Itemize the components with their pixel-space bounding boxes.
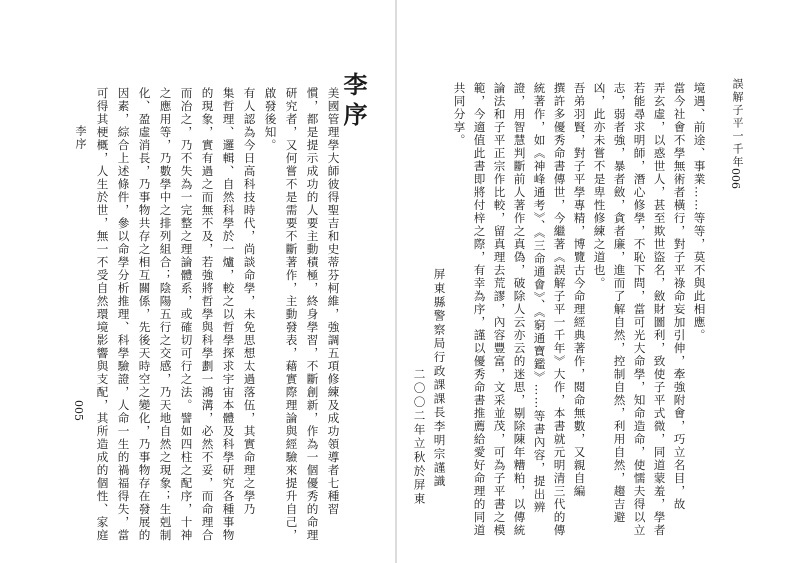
- text-column: 可得其梗概，人生於世，無一不受自然環境影響與支配，其所造成的個性、家庭: [95, 87, 110, 542]
- text-column: 集哲理、邏輯、自然科學於一爐，較之以哲學探求宇宙本體及科學研究各種事物: [221, 87, 236, 542]
- text-column: 化、盈虛消長，乃事物共存之相互關係，先後天時空之變化，乃事物存在發展的: [137, 87, 152, 542]
- text-column: 範，今適值此書即將付梓之際，有幸為序，謹以優秀命書推薦給愛好命理的同道: [472, 82, 487, 537]
- text-column: 美國管理學大師彼得聖吉和史蒂芬柯維，強調五項修練及成功領導者七種習: [326, 87, 341, 516]
- text-column: 弄玄虛，以惑世人，甚至欺世盜名，斂財圖利，致使子平式微，同道蒙羞，學者: [652, 82, 667, 537]
- text-column: 統著作，如《神峰通考》、《三命通會》、《窮通寶鑑》……等書內容，提出辨: [532, 82, 547, 514]
- text-column: 境遇、前途、事業……等等，莫不與此相應。: [692, 82, 707, 342]
- text-column: 啟發後知。: [263, 87, 278, 152]
- text-column: 有人認為今日高科技時代，尚談命學，未免思想太過落伍，其實命理之學乃: [242, 87, 257, 516]
- text-column: 志，弱者強，暴者斂，貪者廉，進而了解自然，控制自然，利用自然，趨吉避: [612, 82, 627, 524]
- right-page: [397, 0, 793, 563]
- text-column: 的現象，實有過之而無不及，若強將哲學與科學劃一鴻溝，必然不妥，而命理合: [200, 87, 215, 542]
- text-column: 因素，綜合上述條件，參以命學分析推理、科學驗證，人命一生的禍福得失，當: [116, 87, 131, 542]
- text-column: 之應用等，乃數學中之排列組合；陰陽五行之交感，乃天地自然之現象；生剋制: [158, 87, 173, 542]
- text-column: 若能尋求明師，潛心修學，不恥下問，當可光大命學，知命造命，使懦夫得以立: [632, 82, 647, 537]
- page-number-right: 006: [729, 168, 742, 189]
- text-column: 當今社會不學無術者橫行，對子平祿命妄加引伸，牽強附會，巧立名目，故: [672, 82, 687, 511]
- text-column: 而冶之，乃不失為一完整之理論體系，或確切可行之法。譬如四柱之配序，十神: [179, 87, 194, 542]
- text-column: 共同分享。: [452, 82, 467, 147]
- text-column: 論法和子平正宗作比較，留真理去荒謬，內容豐富，文采並茂，可為子平書之模: [492, 82, 507, 537]
- text-column: 證，用智慧判斷前人著作之真偽，破除人云亦云的迷思，剔除陳年糟粕，以傳統: [512, 82, 527, 537]
- running-header-left: 李序: [74, 125, 87, 151]
- text-column: 凶，此亦未嘗不是卑性修練之道也。: [592, 82, 607, 290]
- text-column: 慣，都是提示成功的人要主動積極，終身學習，不斷創新，作為一個優秀的命理: [305, 87, 320, 542]
- section-title: 李序: [339, 72, 368, 132]
- signature-date: 二〇〇二年立秋於屏東: [412, 368, 427, 506]
- running-header-right: 誤解子平一千年: [731, 78, 744, 169]
- text-column: 研究者，又何嘗不是需要不斷著作，主動發表，藉實際理論與經驗來提升自己，: [284, 87, 299, 542]
- text-column: 吾弟羽賢，對子平學專精，博覽古今命理經典著作，閱命無數，又親自編: [572, 82, 587, 498]
- text-column: 撰許多優秀命書傳世，今繼著《誤解子平一千年》大作，本書就元明清三代的傳: [552, 82, 567, 537]
- page-number-left: 005: [72, 400, 85, 421]
- signature-author: 屏東縣警察局行政課課長李明宗謹識: [432, 268, 447, 489]
- left-page: [0, 0, 396, 563]
